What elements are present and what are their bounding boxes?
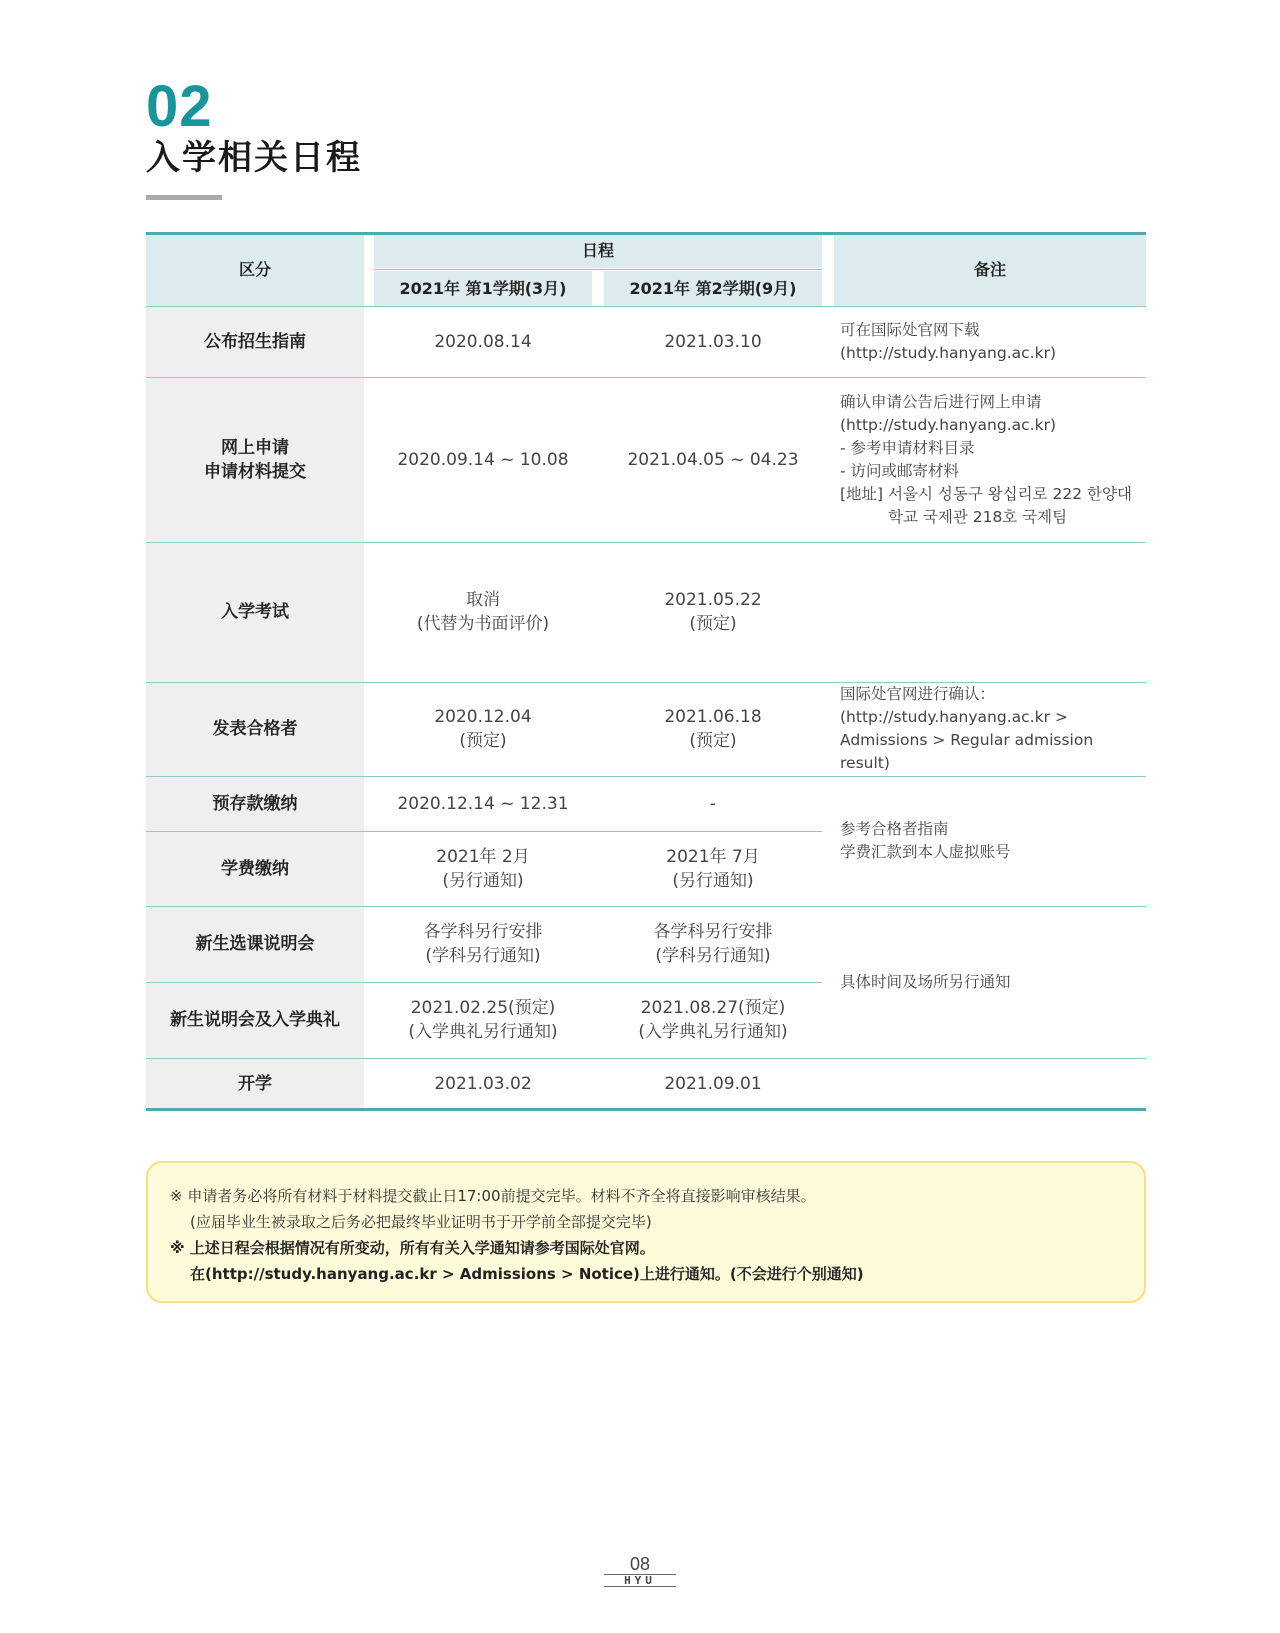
page-number: 08 [629, 1554, 651, 1574]
row-semester2-line: 2021年 7月 [666, 846, 760, 867]
row-category-line: 入学考试 [221, 602, 289, 622]
header-remarks-label: 备注 [973, 260, 1006, 279]
row-semester2-line: (预定) [689, 731, 737, 751]
row-category [146, 906, 364, 982]
row-semester2 [604, 906, 822, 982]
row-semester1-line: 各学科另行安排 [423, 922, 543, 942]
table-rule [146, 682, 1146, 683]
row-semester2-line: 2021.08.27(预定) [640, 998, 786, 1018]
row-semester1 [374, 1058, 592, 1110]
remark-apply-line: - 参考申请材料目录 [840, 438, 975, 457]
row-semester2-line: 2021.04.05 ~ 04.23 [627, 449, 799, 470]
remark-orientation-line: 具体时间及场所另行通知 [840, 972, 1011, 991]
table-rule [146, 776, 1146, 777]
row-semester1-line: 2021.03.02 [434, 1074, 532, 1094]
row-category-line: 新生选课说明会 [195, 934, 315, 954]
remark-apply-line: 학교 국제관 218호 국제팀 [888, 507, 1068, 526]
row-semester1-line: (学科另行通知) [425, 946, 541, 966]
remark-guide-line: 可在国际处官网下载 [840, 320, 980, 339]
table-rule [146, 232, 1146, 235]
schedule-table [146, 234, 1146, 1110]
row-semester2-line: 2021.06.18 [664, 707, 762, 727]
row-semester1 [374, 377, 592, 542]
row-semester1 [374, 982, 592, 1058]
header-schedule [374, 234, 822, 268]
row-category-line: 新生说明会及入学典礼 [170, 1010, 340, 1030]
row-category [146, 1058, 364, 1110]
notice-line-4: 在(http://study.hanyang.ac.kr > Admissions > Notice)上进行通知。(不会进行个别通知) [190, 1265, 864, 1283]
remark-payment-line: 学费汇款到本人虚拟账号 [840, 843, 1011, 861]
row-semester2 [604, 831, 822, 906]
remark-start [834, 1058, 1146, 1110]
row-category-line: 申请材料提交 [204, 461, 306, 482]
table-rule [146, 542, 1146, 543]
remark-payment-line: 参考合格者指南 [840, 820, 949, 838]
header-remarks [834, 234, 1146, 306]
row-semester2 [604, 682, 822, 776]
header-schedule-label: 日程 [581, 241, 614, 260]
row-category-line: 网上申请 [221, 437, 289, 458]
row-semester1-line: (代替为书面评价) [416, 614, 550, 634]
row-semester1-line: 2020.12.04 [434, 707, 532, 727]
row-category [146, 982, 364, 1058]
row-semester2-line: 2021.05.22 [664, 590, 762, 610]
row-semester2 [604, 542, 822, 682]
footer-brand: HYU [604, 1574, 676, 1587]
header-semester1 [374, 271, 592, 306]
row-semester2-line: 各学科另行安排 [653, 922, 773, 942]
header-category [146, 234, 364, 306]
row-semester1 [374, 682, 592, 776]
notice-line-1: ※ 申请者务必将所有材料于材料提交截止日17:00前提交完毕。材料不齐全将直接影响审核结果。 [170, 1187, 816, 1205]
row-semester2 [604, 377, 822, 542]
remark-payment [834, 776, 1146, 906]
row-semester1-line: 2020.08.14 [434, 331, 532, 352]
row-semester1 [374, 831, 592, 906]
row-semester1 [374, 906, 592, 982]
row-category [146, 377, 364, 542]
header-semester2 [604, 271, 822, 306]
row-semester1 [374, 776, 592, 831]
row-semester2-line: (学科另行通知) [655, 946, 771, 966]
remark-apply [834, 377, 1146, 542]
row-semester2-line: - [709, 793, 717, 814]
remark-guide-line: (http://study.hanyang.ac.kr) [840, 343, 1056, 362]
row-category-line: 预存款缴纳 [212, 793, 298, 814]
table-rule [146, 982, 822, 983]
header-semester1-label: 2021年 第1学期(3月) [399, 278, 567, 298]
row-semester2-line: 2021.03.10 [664, 331, 762, 352]
row-semester2-line: 2021.09.01 [664, 1074, 762, 1094]
row-semester1 [374, 542, 592, 682]
row-semester2 [604, 1058, 822, 1110]
remark-result-line: (http://study.hanyang.ac.kr > [840, 708, 1068, 726]
row-semester1-line: 2020.09.14 ~ 10.08 [397, 449, 569, 470]
row-category-line: 公布招生指南 [204, 331, 306, 352]
row-semester2-line: (预定) [689, 614, 737, 634]
section-number: 02 [146, 74, 213, 139]
row-semester2 [604, 306, 822, 377]
row-category-line: 开学 [238, 1074, 272, 1094]
row-category [146, 776, 364, 831]
row-category [146, 542, 364, 682]
notice-box [146, 1161, 1146, 1303]
table-rule [146, 1058, 1146, 1059]
table-rule [146, 1108, 1146, 1111]
remark-apply-line: 确认申请公告后进行网上申请 [840, 392, 1042, 411]
table-rule [146, 377, 1146, 378]
remark-result-line: Admissions > Regular admission result) [840, 731, 1094, 772]
remark-apply-line: (http://study.hanyang.ac.kr) [840, 415, 1056, 434]
title-underline [146, 195, 222, 200]
row-semester1-line: 2021.02.25(预定) [410, 998, 556, 1018]
row-semester2 [604, 982, 822, 1058]
table-rule [146, 906, 1146, 907]
remark-result-line: 国际处官网进行确认： [840, 685, 996, 703]
page-title: 入学相关日程 [146, 138, 362, 178]
remark-apply-line: - 访问或邮寄材料 [840, 461, 960, 480]
remark-result [834, 682, 1146, 776]
row-category [146, 306, 364, 377]
remark-guide [834, 306, 1146, 377]
remark-exam [834, 542, 1146, 682]
notice-line-2: (应届毕业生被录取之后务必把最终毕业证明书于开学前全部提交完毕) [190, 1213, 652, 1231]
header-category-label: 区分 [238, 260, 271, 279]
remark-orientation [834, 906, 1146, 1058]
header-semester2-label: 2021年 第2学期(9月) [629, 278, 797, 298]
row-semester1-line: (另行通知) [442, 870, 524, 891]
row-semester1-line: 2021年 2月 [436, 846, 530, 867]
table-rule [146, 831, 822, 832]
row-category-line: 学费缴纳 [221, 858, 289, 879]
row-semester1-line: (入学典礼另行通知) [408, 1022, 558, 1042]
table-rule [146, 306, 1146, 307]
row-semester2 [604, 776, 822, 831]
row-semester1-line: 取消 [466, 590, 500, 610]
row-category [146, 682, 364, 776]
row-category-line: 发表合格者 [212, 719, 298, 739]
remark-apply-line: [地址] 서울시 성동구 왕십리로 222 한양대 [840, 484, 1132, 503]
notice-line-3: ※ 上述日程会根据情况有所变动，所有有关入学通知请参考国际处官网。 [170, 1239, 655, 1257]
row-semester2-line: (入学典礼另行通知) [638, 1022, 788, 1042]
row-semester1-line: (预定) [459, 731, 507, 751]
row-semester1-line: 2020.12.14 ~ 12.31 [397, 793, 569, 814]
row-semester2-line: (另行通知) [672, 870, 754, 891]
table-rule [374, 269, 822, 270]
row-category [146, 831, 364, 906]
row-semester1 [374, 306, 592, 377]
